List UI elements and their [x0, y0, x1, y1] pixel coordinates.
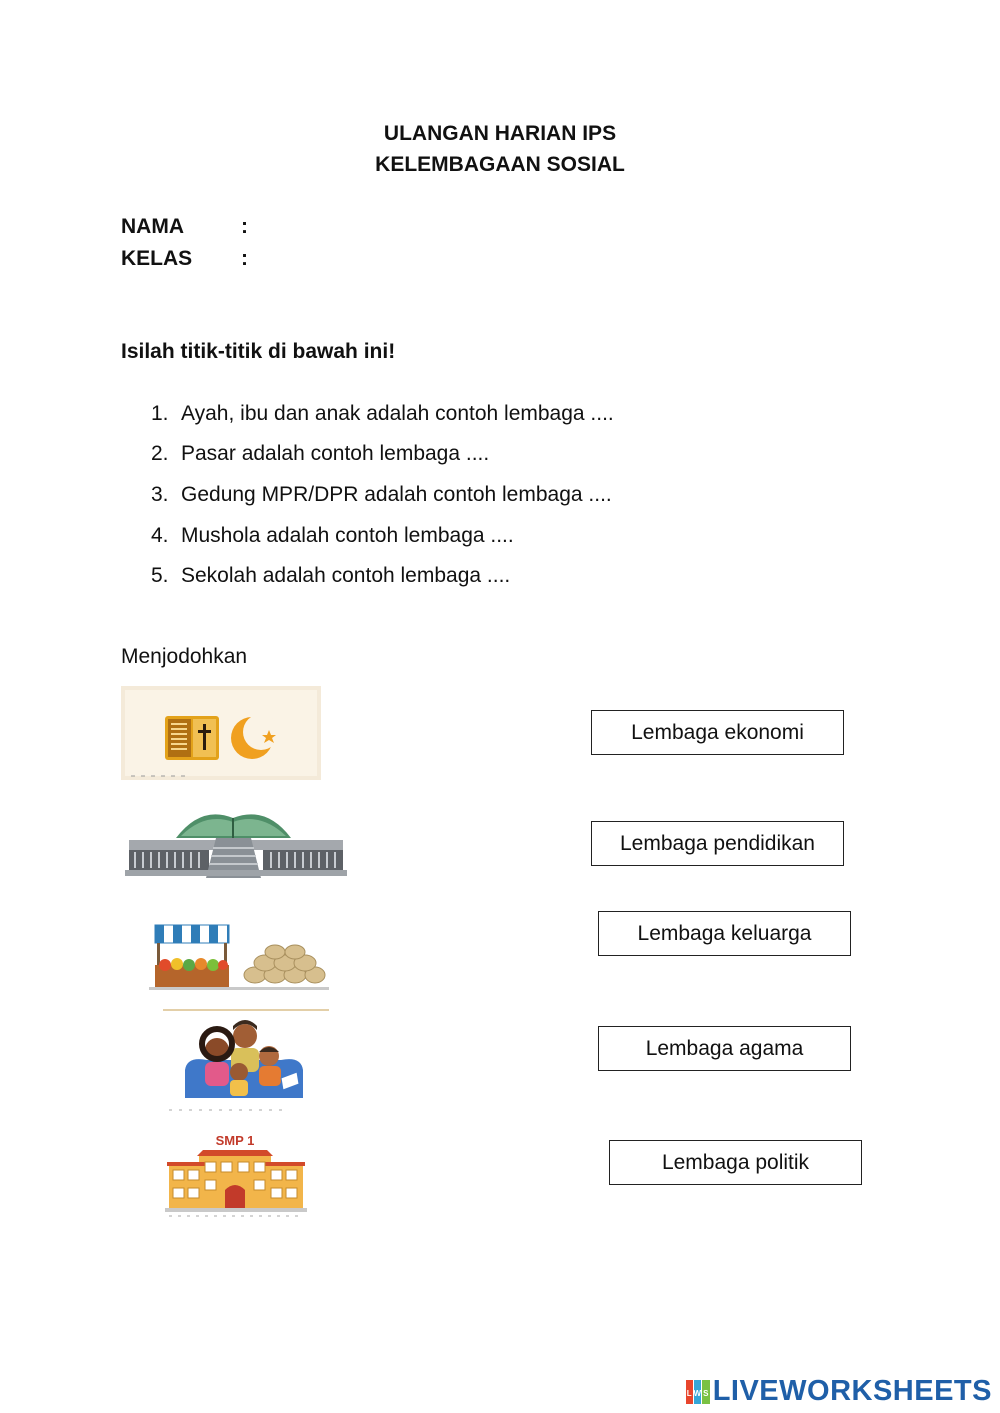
name-colon: : — [241, 215, 248, 238]
religion-symbols-icon — [121, 686, 321, 780]
question-number: 4. — [151, 524, 169, 547]
liveworksheets-logo-icon — [686, 1380, 710, 1404]
class-colon: : — [241, 247, 248, 270]
option-lembaga-keluarga[interactable]: Lembaga keluarga — [598, 911, 851, 956]
question-text: Ayah, ibu dan anak adalah contoh lembaga .... — [181, 402, 614, 425]
option-lembaga-pendidikan[interactable]: Lembaga pendidikan — [591, 821, 844, 866]
matching-heading: Menjodohkan — [121, 645, 248, 668]
worksheet-title: ULANGAN HARIAN IPS — [383, 122, 617, 145]
question-text: Gedung MPR/DPR adalah contoh lembaga .... — [181, 483, 612, 506]
brand-text: LIVEWORKSHEETS — [712, 1375, 992, 1407]
svg-text:S: S — [702, 1388, 709, 1398]
class-label: KELAS — [121, 247, 193, 270]
question-number: 3. — [151, 483, 169, 506]
question-number: 5. — [151, 564, 169, 587]
parliament-building-icon — [121, 790, 351, 890]
name-label: NAMA — [121, 215, 184, 238]
worksheet-subtitle: KELEMBAGAAN SOSIAL — [375, 153, 625, 176]
market-stall-icon — [137, 905, 330, 997]
family-picture[interactable] — [163, 1008, 329, 1114]
option-lembaga-ekonomi[interactable]: Lembaga ekonomi — [591, 710, 844, 755]
school-picture[interactable] — [163, 1128, 309, 1218]
question-text: Sekolah adalah contoh lembaga .... — [181, 564, 511, 587]
instruction-text: Isilah titik-titik di bawah ini! — [121, 340, 396, 363]
school-building-icon — [163, 1128, 309, 1218]
family-icon — [163, 1008, 329, 1114]
question-number: 2. — [151, 442, 169, 465]
option-lembaga-agama[interactable]: Lembaga agama — [598, 1026, 851, 1071]
parliament-picture[interactable] — [121, 790, 351, 890]
question-text: Mushola adalah contoh lembaga .... — [181, 524, 514, 547]
school-sign-text: SMP 1 — [215, 1133, 255, 1148]
svg-text:L: L — [686, 1388, 692, 1398]
question-number: 1. — [151, 402, 169, 425]
question-text: Pasar adalah contoh lembaga .... — [181, 442, 490, 465]
market-picture[interactable] — [137, 905, 330, 997]
religion-picture[interactable] — [121, 686, 321, 780]
option-lembaga-politik[interactable]: Lembaga politik — [609, 1140, 862, 1185]
svg-text:W: W — [693, 1388, 702, 1398]
liveworksheets-brand — [686, 1375, 992, 1408]
